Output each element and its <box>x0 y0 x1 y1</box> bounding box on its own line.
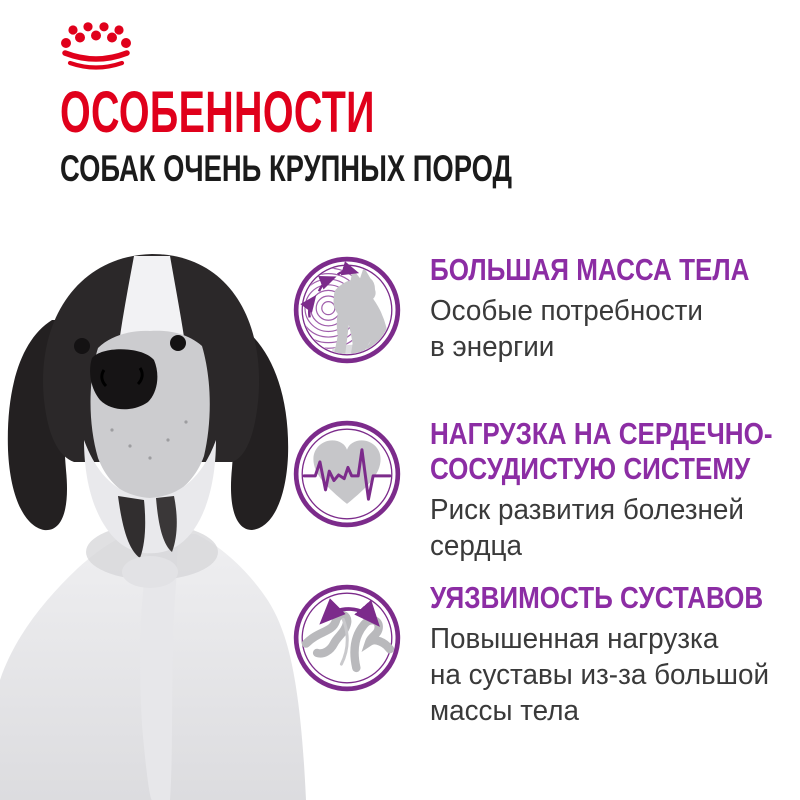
page-subtitle: СОБАК ОЧЕНЬ КРУПНЫХ ПОРОД <box>60 148 513 189</box>
joint-flex-arrows-icon-svg <box>291 582 403 694</box>
heart-ecg-icon-svg <box>291 418 403 530</box>
royal-canin-crown-icon <box>60 22 132 74</box>
joint-flex-arrows-icon <box>291 582 403 694</box>
feature-description: Особые потребности в энергии <box>430 295 703 363</box>
feature-joint-vulnerability <box>430 580 800 729</box>
dog-body-mass-icon-svg <box>291 254 403 366</box>
feature-title: УЯЗВИМОСТЬ СУСТАВОВ <box>430 580 764 615</box>
feature-cardio-load <box>430 416 800 564</box>
st-bernard-dog-photo <box>0 200 320 800</box>
page-title: ОСОБЕННОСТИ <box>60 80 375 145</box>
heart-ecg-icon <box>291 418 403 530</box>
dog-photo-svg <box>0 200 320 800</box>
feature-description: Риск развития болезней сердца <box>430 494 744 562</box>
feature-title: НАГРУЗКА НА СЕРДЕЧНО- <box>430 416 773 451</box>
feature-title: БОЛЬШАЯ МАССА ТЕЛА <box>430 252 750 287</box>
dog-body-mass-icon <box>291 254 403 366</box>
feature-title: СОСУДИСТУЮ СИСТЕМУ <box>430 451 751 486</box>
feature-description: Повышенная нагрузка на суставы из-за большой массы тела <box>430 623 770 727</box>
feature-body-mass <box>430 252 800 365</box>
crown-svg <box>60 22 132 74</box>
